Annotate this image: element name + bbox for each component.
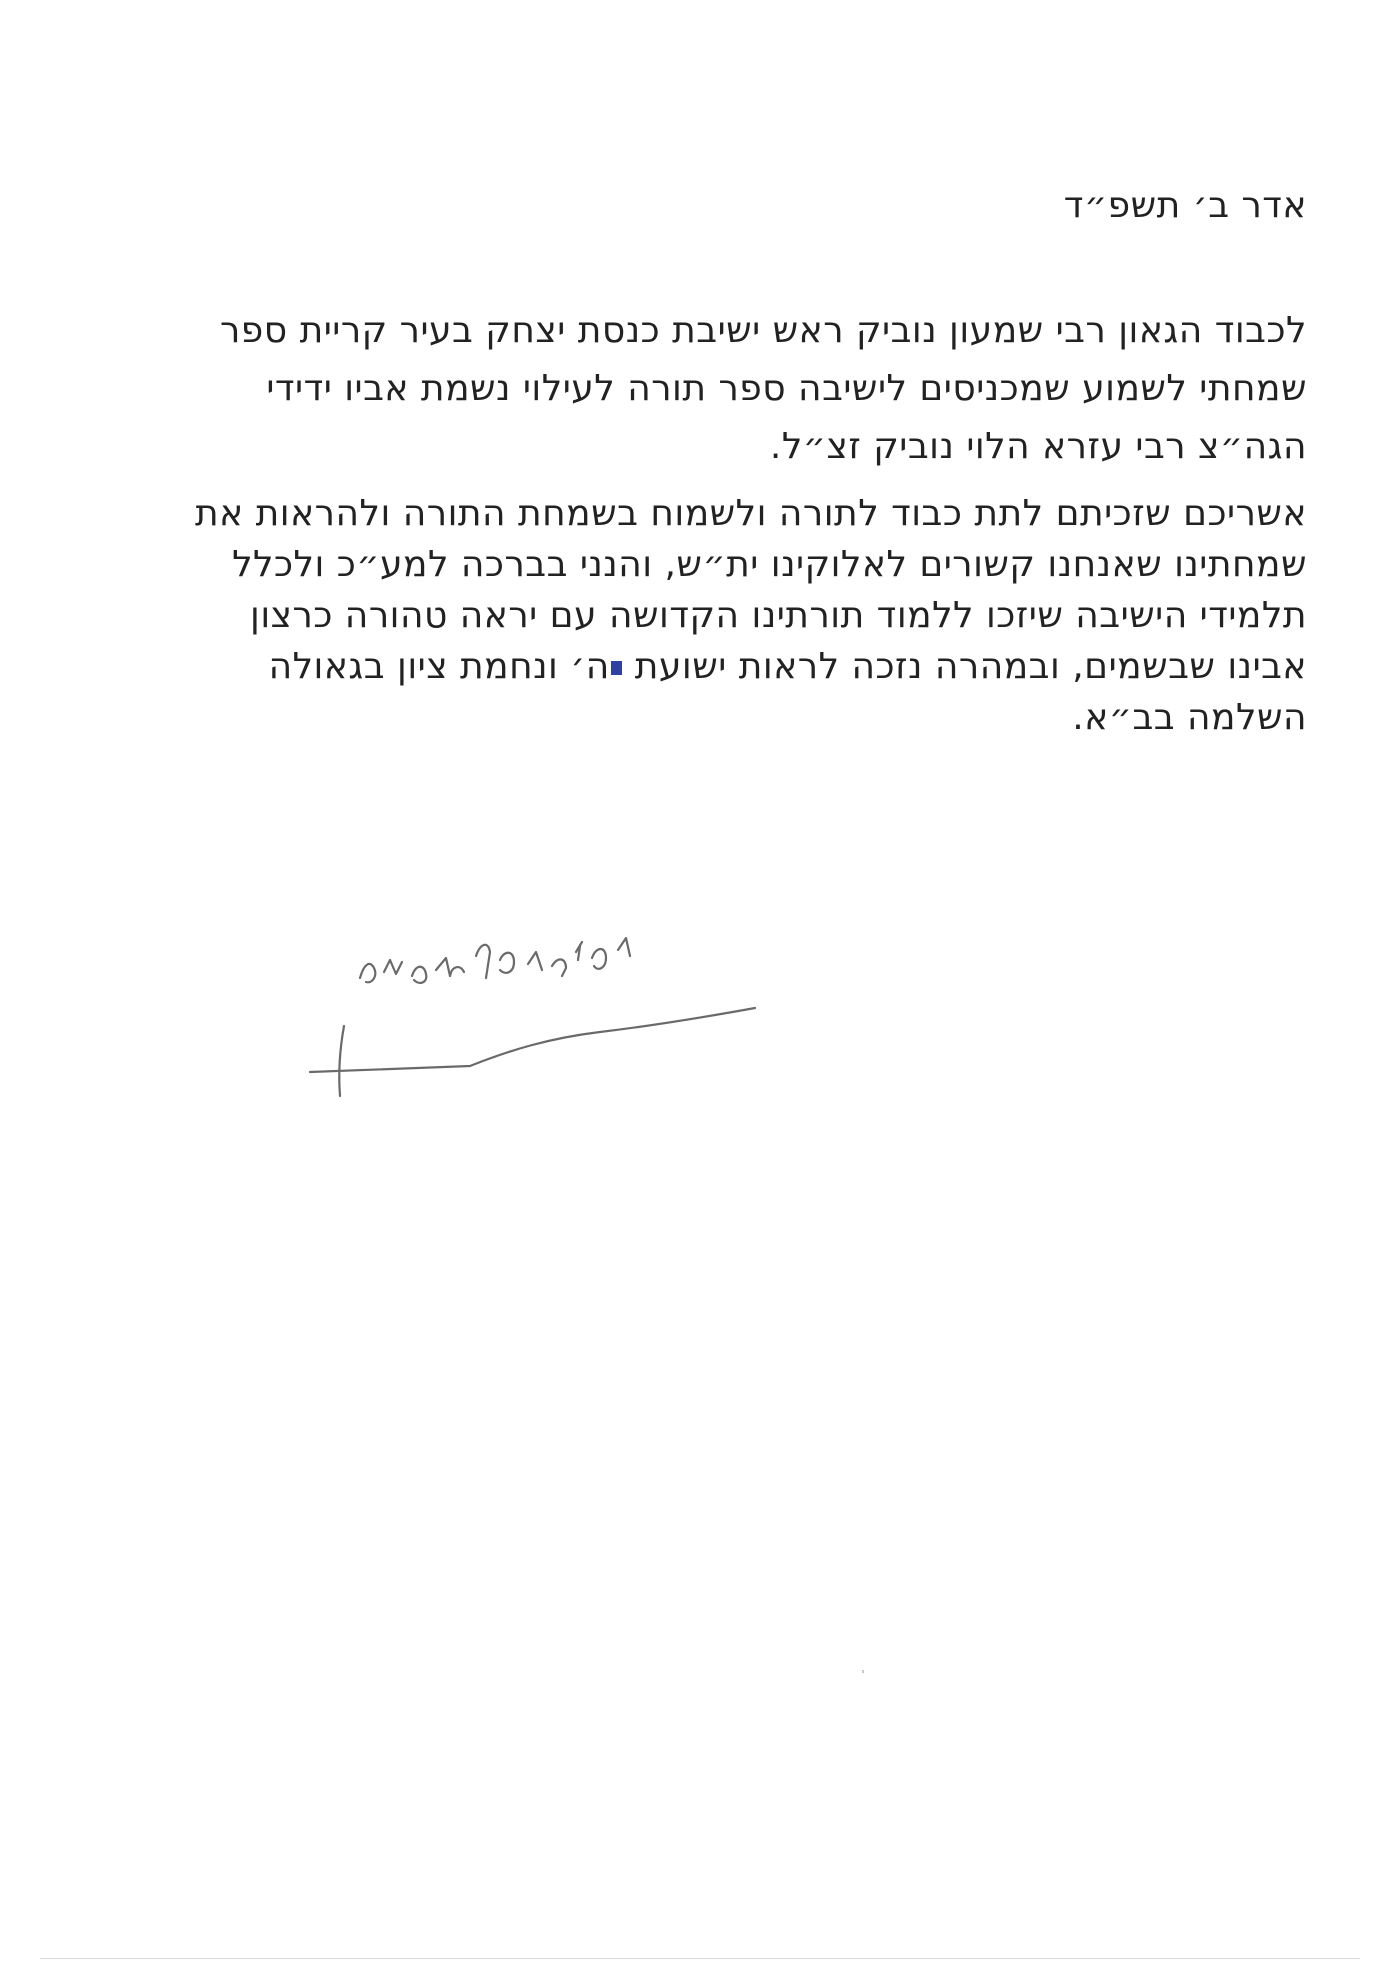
blessing-paragraph: [107, 488, 1307, 743]
signature-strokes: [310, 938, 755, 1096]
text-segment: ה׳ ונחמת ציון בגאולה: [268, 646, 610, 687]
text-line: אשריכם שזכיתם לתת כבוד לתורה ולשמוח בשמחת התורה ולהראות את: [194, 493, 1307, 534]
text-line: שמחתינו שאנחנו קשורים לאלוקינו ית״ש, והנני בברכה למע״כ ולכלל: [232, 544, 1307, 585]
text-line: תלמידי הישיבה שיזכו ללמוד תורתינו הקדושה עם יראה טהורה כרצון: [250, 595, 1307, 636]
text-line: [107, 641, 1307, 692]
ink-correction-mark: [611, 661, 622, 675]
handwritten-signature: [300, 930, 760, 1130]
letter-date: אדר ב׳ תשפ״ד: [1063, 185, 1307, 226]
scan-speck: [862, 1670, 864, 1673]
text-line: לכבוד הגאון רבי שמעון נוביק ראש ישיבת כנסת יצחק בעיר קריית ספר: [219, 310, 1307, 351]
text-line: שמחתי לשמוע שמכניסים לישיבה ספר תורה לעילוי נשמת אביו ידידי: [266, 368, 1307, 409]
greeting-paragraph: [107, 302, 1307, 476]
text-line: הגה״צ רבי עזרא הלוי נוביק זצ״ל.: [769, 426, 1307, 467]
scan-edge-line: [40, 1958, 1360, 1959]
text-segment: אבינו שבשמים, ובמהרה נזכה לראות ישועת: [622, 646, 1307, 687]
text-line: השלמה בב״א.: [1072, 697, 1307, 738]
